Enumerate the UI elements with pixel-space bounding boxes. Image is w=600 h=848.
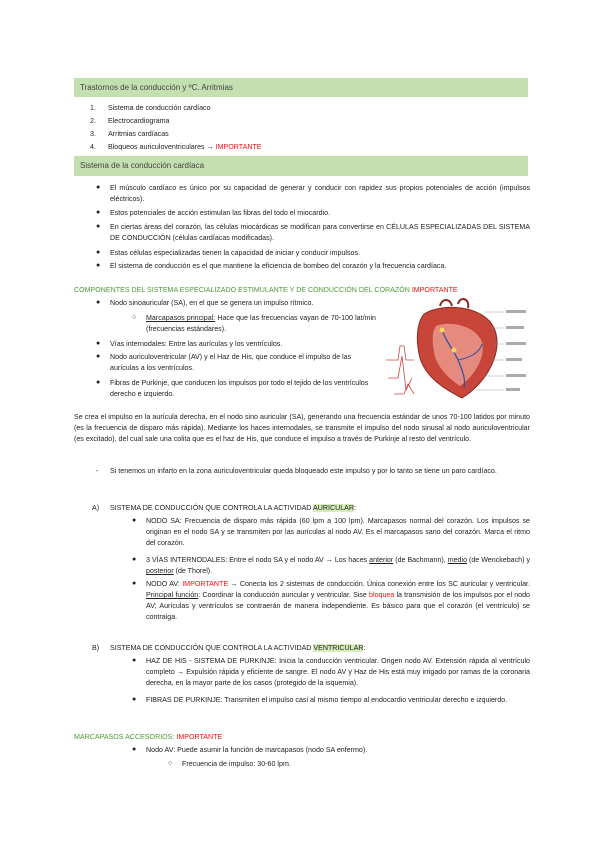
intro-bullet-5: ● El sistema de conducción es el que mantiene la eficiencia de bombeo del corazón y la frecuencia cardíaca. (96, 262, 447, 270)
sa-node-marker (440, 328, 445, 333)
section-header-conduction: Sistema de la conducción cardíaca (74, 156, 528, 176)
section-b-his-purkinje: ● HAZ DE HIS - SISTEMA DE PURKINJE: Inicia la conducción ventricular. Origen nodo AV. Extensión rápida al ventrículo completo → Expulsión rápida y eficiente de sangre. El nodo AV y Haz de His está muy irrigado por ramas de la coronaria derecha, en la mayor parte de los casos (protegido de la isquemia). (132, 657, 530, 687)
toc-item-2: 2. Electrocardiograma (90, 117, 170, 125)
section-a-av-node: ● NODO AV: IMPORTANTE → Conecta los 2 sistemas de conducción. Única conexión entre los SC auricular y ventricular. Principal función: Coordinar la conducción auricular y ventricular. Sise bloquea la transmisión de los impulsos por el nodo AV; Aurículas y ventrículos se contraerán de manera independiente. Es básico para que el corazón (el ventrículo) se contraiga. (132, 580, 530, 621)
components-title: COMPONENTES DEL SISTEMA ESPECIALIZADO ESTIMULANTE Y DE CONDUCCIÓN DEL CORAZÓN IMPORTANTE (74, 286, 458, 294)
infarct-note: - Si tenemos un infarto en la zona auriculoventricular queda bloqueado este impulso y por lo tanto se tiene un paro cardíaco. (96, 467, 497, 475)
impulse-paragraph: Se crea el impulso en la aurícula derecha, en el nodo sino auricular (SA), generando una frecuencia estándar de unos 70-100 latidos por minuto (es la frecuencia de disparo más rápida). Mediante los haces internodales, se transmite el impulso del nodo sinusal al nodo auriculoventricular (es excitado), del cual sale una colita que es el haz de His, que conduce el impulso a través de Purkinje al resto del ventrículo. (74, 413, 530, 443)
heart-conduction-figure (384, 298, 530, 408)
accessory-av-node: ● Nodo AV: Puede asumir la función de marcapasos (nodo SA enfermo). (132, 746, 368, 754)
intro-bullet-3: ● En ciertas áreas del corazón, las células miocárdicas se modifican para convertirse en CÉLULAS ESPECIALIZADAS DEL SISTEMA DE CONDUCCIÓN (células cardíacas modificadas). (96, 223, 530, 242)
section-header-text: Trastornos de la conducción y ºC. Arritmias (80, 83, 233, 92)
comp-sub-pacemaker: ○ Marcapasos principal: Hace que las frecuencias vayan de 70-100 lat/min (frecuencias estándares). (132, 314, 376, 333)
comp-bullet-vias: ● Vías internodales: Entre las aurículas y los ventrículos. (96, 340, 283, 348)
comp-bullet-purkinje: ● Fibras de Purkinje, que conducen los impulsos por todo el tejido de los ventrículos derecho e izquierdo. (96, 379, 369, 398)
section-a-internodal: ● 3 VÍAS INTERNODALES: Entre el nodo SA y el nodo AV → Los haces anterior (de Bachmann), medio (de Wenckebach) y posterior (de Thorel). (132, 556, 530, 575)
toc-item-1: 1. Sistema de conducción cardíaco (90, 104, 211, 112)
section-a-title: A) SISTEMA DE CONDUCCIÓN QUE CONTROLA LA ACTIVIDAD AURICULAR: (92, 504, 356, 512)
intro-bullet-1: ● El músculo cardíaco es único por su capacidad de generar y conducir con rapidez sus propios potenciales de acción (impulsos eléctricos). (96, 184, 530, 203)
accessory-pacemakers-title: MARCAPASOS ACCESORIOS: IMPORTANTE (74, 733, 223, 741)
comp-bullet-sa: ● Nodo sinoauricular (SA), en el que se genera un impulso rítmico. (96, 299, 314, 307)
important-tag: IMPORTANTE (215, 143, 262, 151)
section-b-title: B) SISTEMA DE CONDUCCIÓN QUE CONTROLA LA ACTIVIDAD VENTRICULAR: (92, 644, 366, 652)
section-b-purkinje-fibers: ● FIBRAS DE PURKINJE: Transmiten el impulso casi al mismo tiempo al endocardio ventricular derecho e izquierdo. (132, 696, 508, 704)
comp-bullet-av: ● Nodo auriculoventricular (AV) y el Haz de His, que conduce el impulso de las aurículas a los ventrículos. (96, 353, 352, 372)
av-node-marker (452, 348, 457, 353)
intro-bullet-2: ● Estos potenciales de acción estimulan las fibras del todo el miocardio. (96, 209, 331, 217)
toc-item-4: 4. Bloqueos auriculoventriculares → IMPORTANTE (90, 143, 262, 151)
toc-item-3: 3. Arritmias cardíacas (90, 130, 169, 138)
accessory-frequency: ○ Frecuencia de impulso: 30-60 lpm. (168, 760, 291, 768)
section-header-arrhythmias (74, 78, 528, 97)
section-a-sa-node: ● NODO SA: Frecuencia de disparo más rápida (60 lpm a 100 lpm). Marcapasos normal del corazón. Los impulsos se originan en el nodo SA y se transmiten por las aurículas al nodo AV. Es el marcapasos sano del corazón. Marca el ritmo del corazón. (132, 517, 530, 547)
intro-bullet-4: ● Estas células especializadas tienen la capacidad de iniciar y conducir impulsos. (96, 249, 360, 257)
